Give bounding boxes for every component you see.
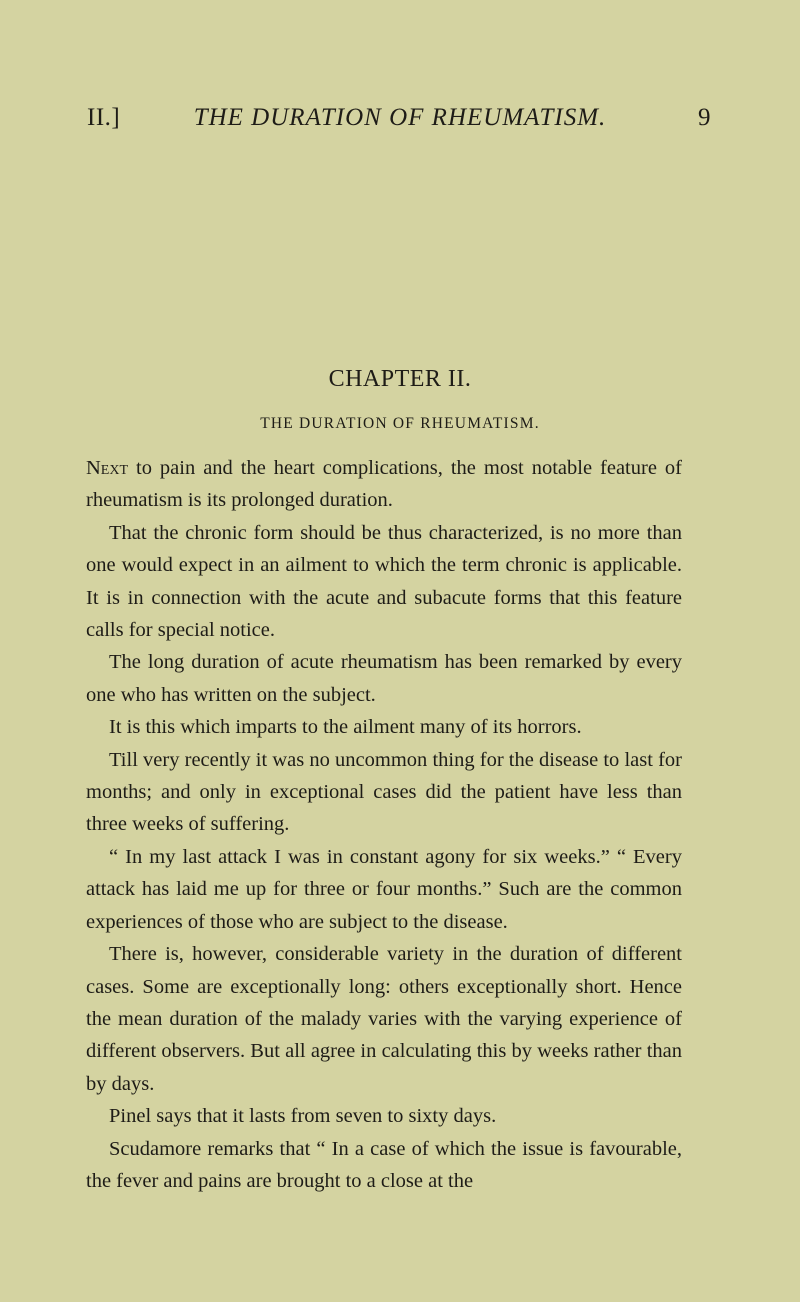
paragraph: The long duration of acute rheumatism has been remarked by every one who has written on the subject.	[86, 651, 682, 706]
paragraph: There is, however, considerable variety in the duration of different cases. Some are exceptionally long: others exceptionally short. Hence the mean duration of the malady varies with the varying experience of different observers. But all agree in calculating this by weeks rather than by days.	[86, 943, 682, 1095]
paragraph: Scudamore remarks that “ In a case of which the issue is favourable, the fever and pains are brought to a close at the	[86, 1137, 682, 1192]
chapter-heading: CHAPTER II.	[328, 366, 472, 392]
chapter-subtitle: THE DURATION OF RHEUMATISM.	[260, 415, 540, 432]
body-text	[86, 452, 682, 1197]
paragraph: “ In my last attack I was in constant agony for six weeks.” “ Every attack has laid me up for three or four months.” Such are the common experiences of those who are subject to the disease.	[86, 845, 682, 933]
running-head	[0, 104, 800, 144]
paragraph	[86, 452, 682, 517]
page-number: 9	[698, 104, 711, 131]
paragraph: That the chronic form should be thus characterized, is no more than one would expect in an ailment to which the term chronic is applicable. It is in connection with the acute and subacute forms that this feature calls for special notice.	[86, 521, 682, 642]
opening-word: Next	[86, 457, 129, 479]
running-head-title: THE DURATION OF RHEUMATISM.	[193, 104, 607, 131]
running-head-chapter-ref: II.]	[87, 104, 121, 131]
paragraph: Till very recently it was no uncommon thing for the disease to last for months; and only in exceptional cases did the patient have less than three weeks of suffering.	[86, 748, 682, 836]
paragraph: Pinel says that it lasts from seven to sixty days.	[109, 1105, 497, 1128]
paragraph-text: to pain and the heart complications, the most notable feature of rheumatism is its prolonged duration.	[86, 457, 682, 512]
paragraph: It is this which imparts to the ailment many of its horrors.	[109, 716, 582, 739]
